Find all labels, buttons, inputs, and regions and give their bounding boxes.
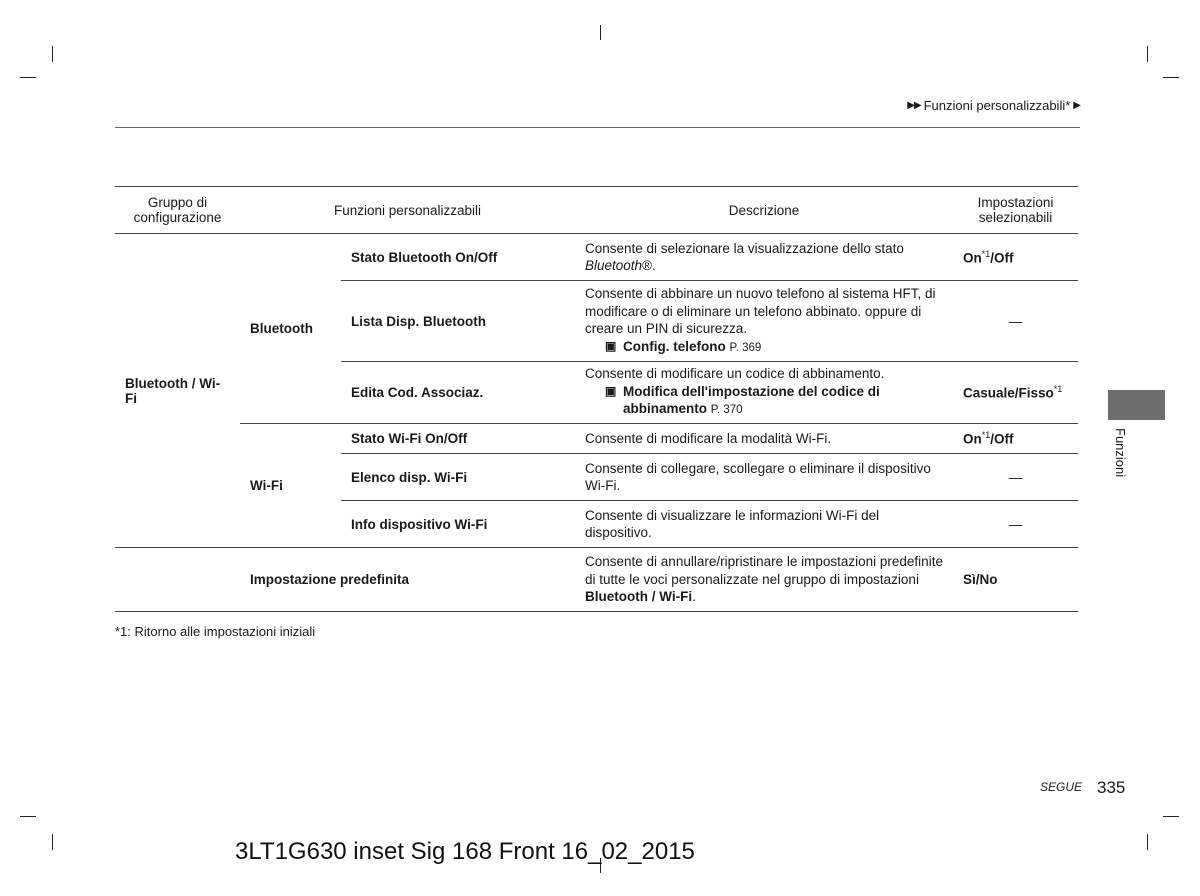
reference-title: Modifica dell'impostazione del codice di abbinamento (623, 383, 880, 417)
footnote: *1: Ritorno alle impostazioni iniziali (115, 624, 316, 639)
setting-off: /Off (990, 250, 1014, 266)
description-text: Consente di annullare/ripristinare le impostazioni predefinite di tutte le voci personalizzate nel gruppo di impostazioni (585, 554, 943, 587)
breadcrumb-text: Funzioni personalizzabili* (923, 98, 1071, 113)
crop-mark (1163, 816, 1179, 817)
setting-options (953, 548, 1078, 612)
setting-on: On (963, 250, 982, 266)
header-divider (115, 127, 1080, 128)
setting-off: /Off (990, 431, 1014, 447)
setting-on: On (963, 431, 982, 447)
section-tab (1108, 390, 1165, 420)
reference-arrow-icon: ▣ (605, 338, 617, 353)
crop-mark (600, 25, 601, 40)
section-label (1106, 428, 1132, 488)
breadcrumb-arrow-icon: ▶ (1073, 100, 1080, 111)
crop-mark (1163, 77, 1179, 78)
setting-options (953, 234, 1078, 281)
setting-tail: /Fisso (1014, 385, 1054, 401)
feature-description (575, 281, 953, 362)
subgroup-wifi: Wi-Fi (240, 424, 341, 548)
group-cell: Bluetooth / Wi-Fi (115, 234, 240, 548)
setting-options: — (953, 281, 1078, 362)
footnote-marker: *1 (981, 248, 991, 259)
continued-label: SEGUE (1040, 780, 1083, 794)
table-row (115, 234, 1078, 281)
feature-name: Stato Bluetooth On/Off (341, 234, 575, 281)
description-italic: Bluetooth (585, 258, 643, 273)
feature-name: Lista Disp. Bluetooth (341, 281, 575, 362)
column-header-feature: Funzioni personalizzabili (240, 187, 575, 234)
crop-mark (20, 77, 36, 78)
setting-options: — (953, 501, 1078, 548)
description-text: Consente di abbinare un nuovo telefono al sistema HFT, di modificare o di eliminare un telefono abbinato. oppure di creare un PIN di sicurezza. (585, 286, 936, 336)
feature-name: Info dispositivo Wi-Fi (341, 501, 575, 548)
subgroup-bluetooth: Bluetooth (240, 234, 341, 424)
setting-options: — (953, 454, 1078, 501)
page-reference (605, 338, 943, 358)
feature-name: Elenco disp. Wi-Fi (341, 454, 575, 501)
reference-page: P. 369 (729, 341, 762, 354)
footnote-marker: *1 (1053, 384, 1063, 395)
table-row (115, 424, 1078, 454)
crop-mark (1147, 834, 1148, 850)
description-text: Consente di selezionare la visualizzazione dello stato (585, 240, 904, 256)
description-tail: ®. (642, 258, 656, 273)
feature-name: Stato Wi-Fi On/Off (341, 424, 575, 454)
footnote-marker: *1 (981, 430, 991, 441)
column-header-settings: Impostazioni selezionabili (953, 187, 1078, 234)
page-number: 335 (1097, 778, 1126, 797)
description-bold: Bluetooth / Wi-Fi (585, 589, 693, 605)
breadcrumb (907, 98, 1080, 113)
crop-mark (52, 834, 53, 850)
crop-mark (20, 816, 36, 817)
crop-mark (1147, 46, 1148, 62)
feature-name: Edita Cod. Associaz. (341, 362, 575, 424)
column-header-group: Gruppo di configurazione (115, 187, 240, 234)
print-code: 3LT1G630 inset Sig 168 Front 16_02_2015 (235, 838, 695, 865)
empty-cell (115, 548, 240, 612)
column-header-description: Descrizione (575, 187, 953, 234)
breadcrumb-arrows-icon: ▶▶ (907, 100, 921, 111)
reference-title: Config. telefono (623, 338, 726, 354)
feature-description: Consente di collegare, scollegare o eliminare il dispositivo Wi-Fi. (575, 454, 953, 501)
setting-main: Casuale (963, 385, 1015, 401)
feature-description: Consente di visualizzare le informazioni Wi-Fi del dispositivo. (575, 501, 953, 548)
feature-description (575, 362, 953, 424)
setting-options (953, 424, 1078, 454)
feature-description (575, 548, 953, 612)
description-text: Consente di modificare un codice di abbinamento. (585, 366, 885, 382)
feature-name: Impostazione predefinita (240, 548, 575, 612)
table-header-row (115, 187, 1078, 234)
reference-arrow-icon: ▣ (605, 383, 617, 398)
reference-page: P. 370 (710, 404, 743, 417)
table-row (115, 548, 1078, 612)
description-end: . (692, 589, 696, 605)
feature-description (575, 234, 953, 281)
setting-main: Sì (963, 572, 976, 587)
crop-mark (52, 46, 53, 62)
section-label-text: Funzioni (1113, 428, 1128, 478)
feature-description: Consente di modificare la modalità Wi-Fi. (575, 424, 953, 454)
setting-options (953, 362, 1078, 424)
setting-tail: /No (975, 572, 998, 587)
settings-table (115, 186, 1078, 612)
page-reference (605, 383, 943, 420)
